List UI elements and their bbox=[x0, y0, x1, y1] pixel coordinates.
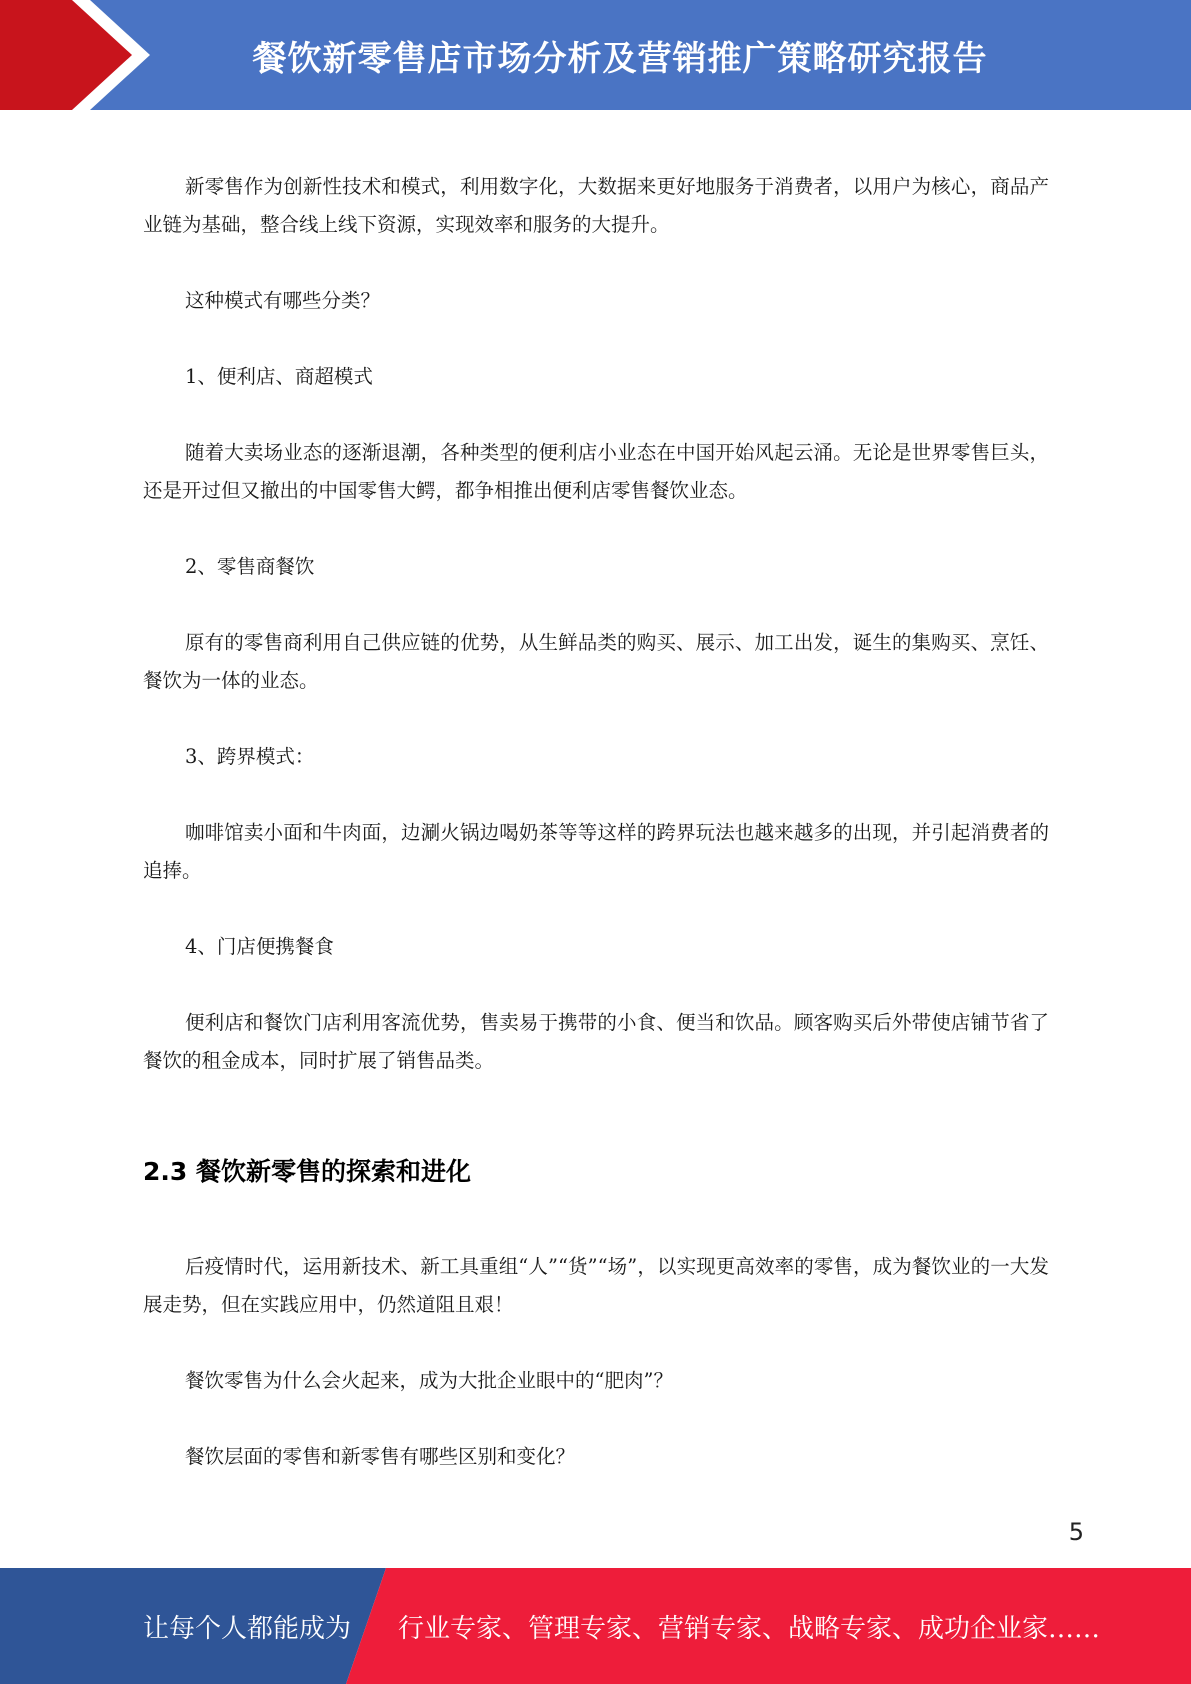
page-header bbox=[0, 0, 1191, 110]
page-footer bbox=[0, 1568, 1191, 1684]
paragraph: 原有的零售商利用自己供应链的优势，从生鲜品类的购买、展示、加工出发，诞生的集购买、烹饪、餐饮为一体的业态。 bbox=[143, 631, 1049, 692]
paragraph: 餐饮零售为什么会火起来，成为大批企业眼中的“肥肉”？ bbox=[185, 1369, 673, 1392]
paragraph: 便利店和餐饮门店利用客流优势，售卖易于携带的小食、便当和饮品。顾客购买后外带使店铺节省了餐饮的租金成本，同时扩展了销售品类。 bbox=[143, 1011, 1049, 1072]
paragraph: 新零售作为创新性技术和模式，利用数字化，大数据来更好地服务于消费者，以用户为核心，商品产业链为基础，整合线上线下资源，实现效率和服务的大提升。 bbox=[143, 175, 1049, 236]
footer-slogan-left: 让每个人都能成为 bbox=[143, 1613, 352, 1644]
list-heading: 3、跨界模式： bbox=[185, 745, 315, 768]
page-content bbox=[143, 168, 1049, 1514]
paragraph: 后疫情时代，运用新技术、新工具重组“人”“货”“场”，以实现更高效率的零售，成为餐饮业的一大发展走势，但在实践应用中，仍然道阻且艰！ bbox=[143, 1255, 1049, 1316]
section-spacer bbox=[143, 1118, 1049, 1152]
section-heading: 2.3 餐饮新零售的探索和进化 bbox=[143, 1157, 471, 1186]
paragraph: 这种模式有哪些分类？ bbox=[185, 289, 381, 312]
paragraph: 餐饮层面的零售和新零售有哪些区别和变化？ bbox=[185, 1445, 576, 1468]
list-heading: 4、门店便携餐食 bbox=[185, 935, 334, 958]
list-heading: 2、零售商餐饮 bbox=[185, 555, 315, 578]
header-chevron bbox=[0, 0, 132, 110]
paragraph: 随着大卖场业态的逐渐退潮，各种类型的便利店小业态在中国开始风起云涌。无论是世界零售巨头，还是开过但又撤出的中国零售大鳄，都争相推出便利店零售餐饮业态。 bbox=[143, 441, 1049, 502]
paragraph: 咖啡馆卖小面和牛肉面，边涮火锅边喝奶茶等等这样的跨界玩法也越来越多的出现，并引起消费者的追捧。 bbox=[143, 821, 1049, 882]
list-heading: 1、便利店、商超模式 bbox=[185, 365, 373, 388]
page-number: 5 bbox=[1068, 1518, 1084, 1546]
footer-slogan-right: 行业专家、管理专家、营销专家、战略专家、成功企业家…… bbox=[398, 1613, 1101, 1644]
document-title: 餐饮新零售店市场分析及营销推广策略研究报告 bbox=[252, 38, 988, 79]
